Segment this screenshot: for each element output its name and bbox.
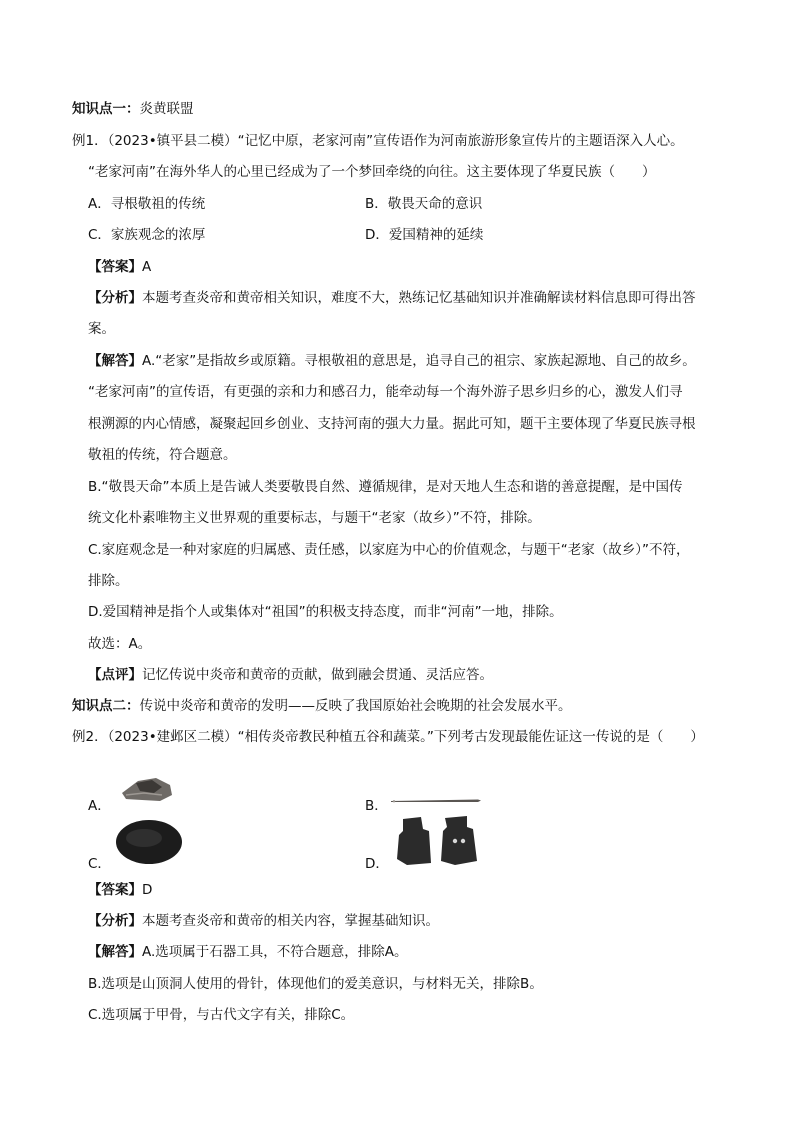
stone-tool-image xyxy=(116,775,176,803)
section1-title: 炎黄联盟 xyxy=(139,101,194,117)
example1-solution-line9: D.爱国精神是指个人或集体对“祖国”的积极支持态度，而非“河南”一地，排除。 xyxy=(88,604,563,620)
example1-comment: 【点评】记忆传说中炎帝和黄帝的贡献，做到融会贯通、灵活应答。 xyxy=(88,667,493,683)
example2-answer: 【答案】D xyxy=(88,882,153,898)
example2-option-c-label: C． xyxy=(88,856,111,872)
example1-prefix: 例1 xyxy=(72,133,95,149)
example1-solution-line2: “老家河南”的宣传语，有更强的亲和力和感召力，能牵动每一个海外游子思乡归乡的心，激发人们寻 xyxy=(88,384,683,400)
oracle-bone-image xyxy=(114,818,184,866)
section1-heading xyxy=(72,100,194,118)
example1-solution-line5: B.“敬畏天命”本质上是告诫人类要敬畏自然、遵循规律，是对天地人生态和谐的善意提醒，是中国传 xyxy=(88,479,683,495)
example1-analysis-line1: 【分析】本题考查炎帝和黄帝相关知识，难度不大，熟练记忆基础知识并准确解读材料信息即可得出答 xyxy=(88,290,696,306)
example2-analysis: 【分析】本题考查炎帝和黄帝的相关内容，掌握基础知识。 xyxy=(88,913,439,929)
section2-heading xyxy=(72,697,572,715)
example1-option-b: B．敬畏天命的意识 xyxy=(365,196,483,212)
example2-stem: 例2．（2023•建邺区二模）“相传炎帝教民种植五谷和蔬菜。”下列考古发现最能佐证这一传说的是（ ） xyxy=(72,729,704,745)
example1-option-d: D．爱国精神的延续 xyxy=(365,227,484,243)
example1-analysis-line2: 案。 xyxy=(88,321,115,337)
example2-option-b-label: B． xyxy=(365,798,388,814)
example1-solution-line1: 【解答】A.“老家”是指故乡或原籍。寻根敬祖的意思是，追寻自己的祖宗、家族起源地、自己的故乡。 xyxy=(88,353,696,369)
example1-solution-line10: 故选：A。 xyxy=(88,636,152,652)
example1-solution-line4: 敬祖的传统，符合题意。 xyxy=(88,447,237,463)
example1-solution-line6: 统文化朴素唯物主义世界观的重要标志，与题干“老家（故乡）”不符，排除。 xyxy=(88,510,541,526)
example1-solution-line3: 根溯源的内心情感，凝聚起回乡创业、支持河南的强大力量。据此可知，题干主要体现了华夏民族寻根 xyxy=(88,416,696,432)
example2-solution-line1: 【解答】A.选项属于石器工具，不符合题意，排除A。 xyxy=(88,944,408,960)
example1-answer: 【答案】A xyxy=(88,259,152,275)
example1-stem-line2: “老家河南”在海外华人的心里已经成为了一个梦回牵绕的向往。这主要体现了华夏民族（ ） xyxy=(88,164,656,180)
section2-label: 知识点二： xyxy=(72,698,140,714)
example2-prefix: 例2 xyxy=(72,729,95,745)
example2-option-a-label: A． xyxy=(88,798,111,814)
example2-solution-line2: B.选项是山顶洞人使用的骨针，体现他们的爱美意识，与材料无关，排除B。 xyxy=(88,976,543,992)
example1-solution-line7: C.家庭观念是一种对家庭的归属感、责任感，以家庭为中心的价值观念，与题干“老家（故乡）”不符， xyxy=(88,542,690,558)
farming-tools-image xyxy=(393,815,491,867)
example1-option-a: A．寻根敬祖的传统 xyxy=(88,196,206,212)
example1-stem-line1: 例1．（2023•镇平县二模）“记忆中原，老家河南”宣传语作为河南旅游形象宣传片的主题语深入人心。 xyxy=(72,133,684,149)
bone-needle-image xyxy=(390,796,482,806)
section1-label: 知识点一： xyxy=(72,101,140,117)
example2-option-d-label: D． xyxy=(365,856,389,872)
example2-solution-line3: C.选项属于甲骨，与古代文字有关，排除C。 xyxy=(88,1007,355,1023)
example1-option-c: C．家族观念的浓厚 xyxy=(88,227,206,243)
example1-solution-line8: 排除。 xyxy=(88,573,129,589)
section2-title: 传说中炎帝和黄帝的发明——反映了我国原始社会晚期的社会发展水平。 xyxy=(139,698,572,714)
